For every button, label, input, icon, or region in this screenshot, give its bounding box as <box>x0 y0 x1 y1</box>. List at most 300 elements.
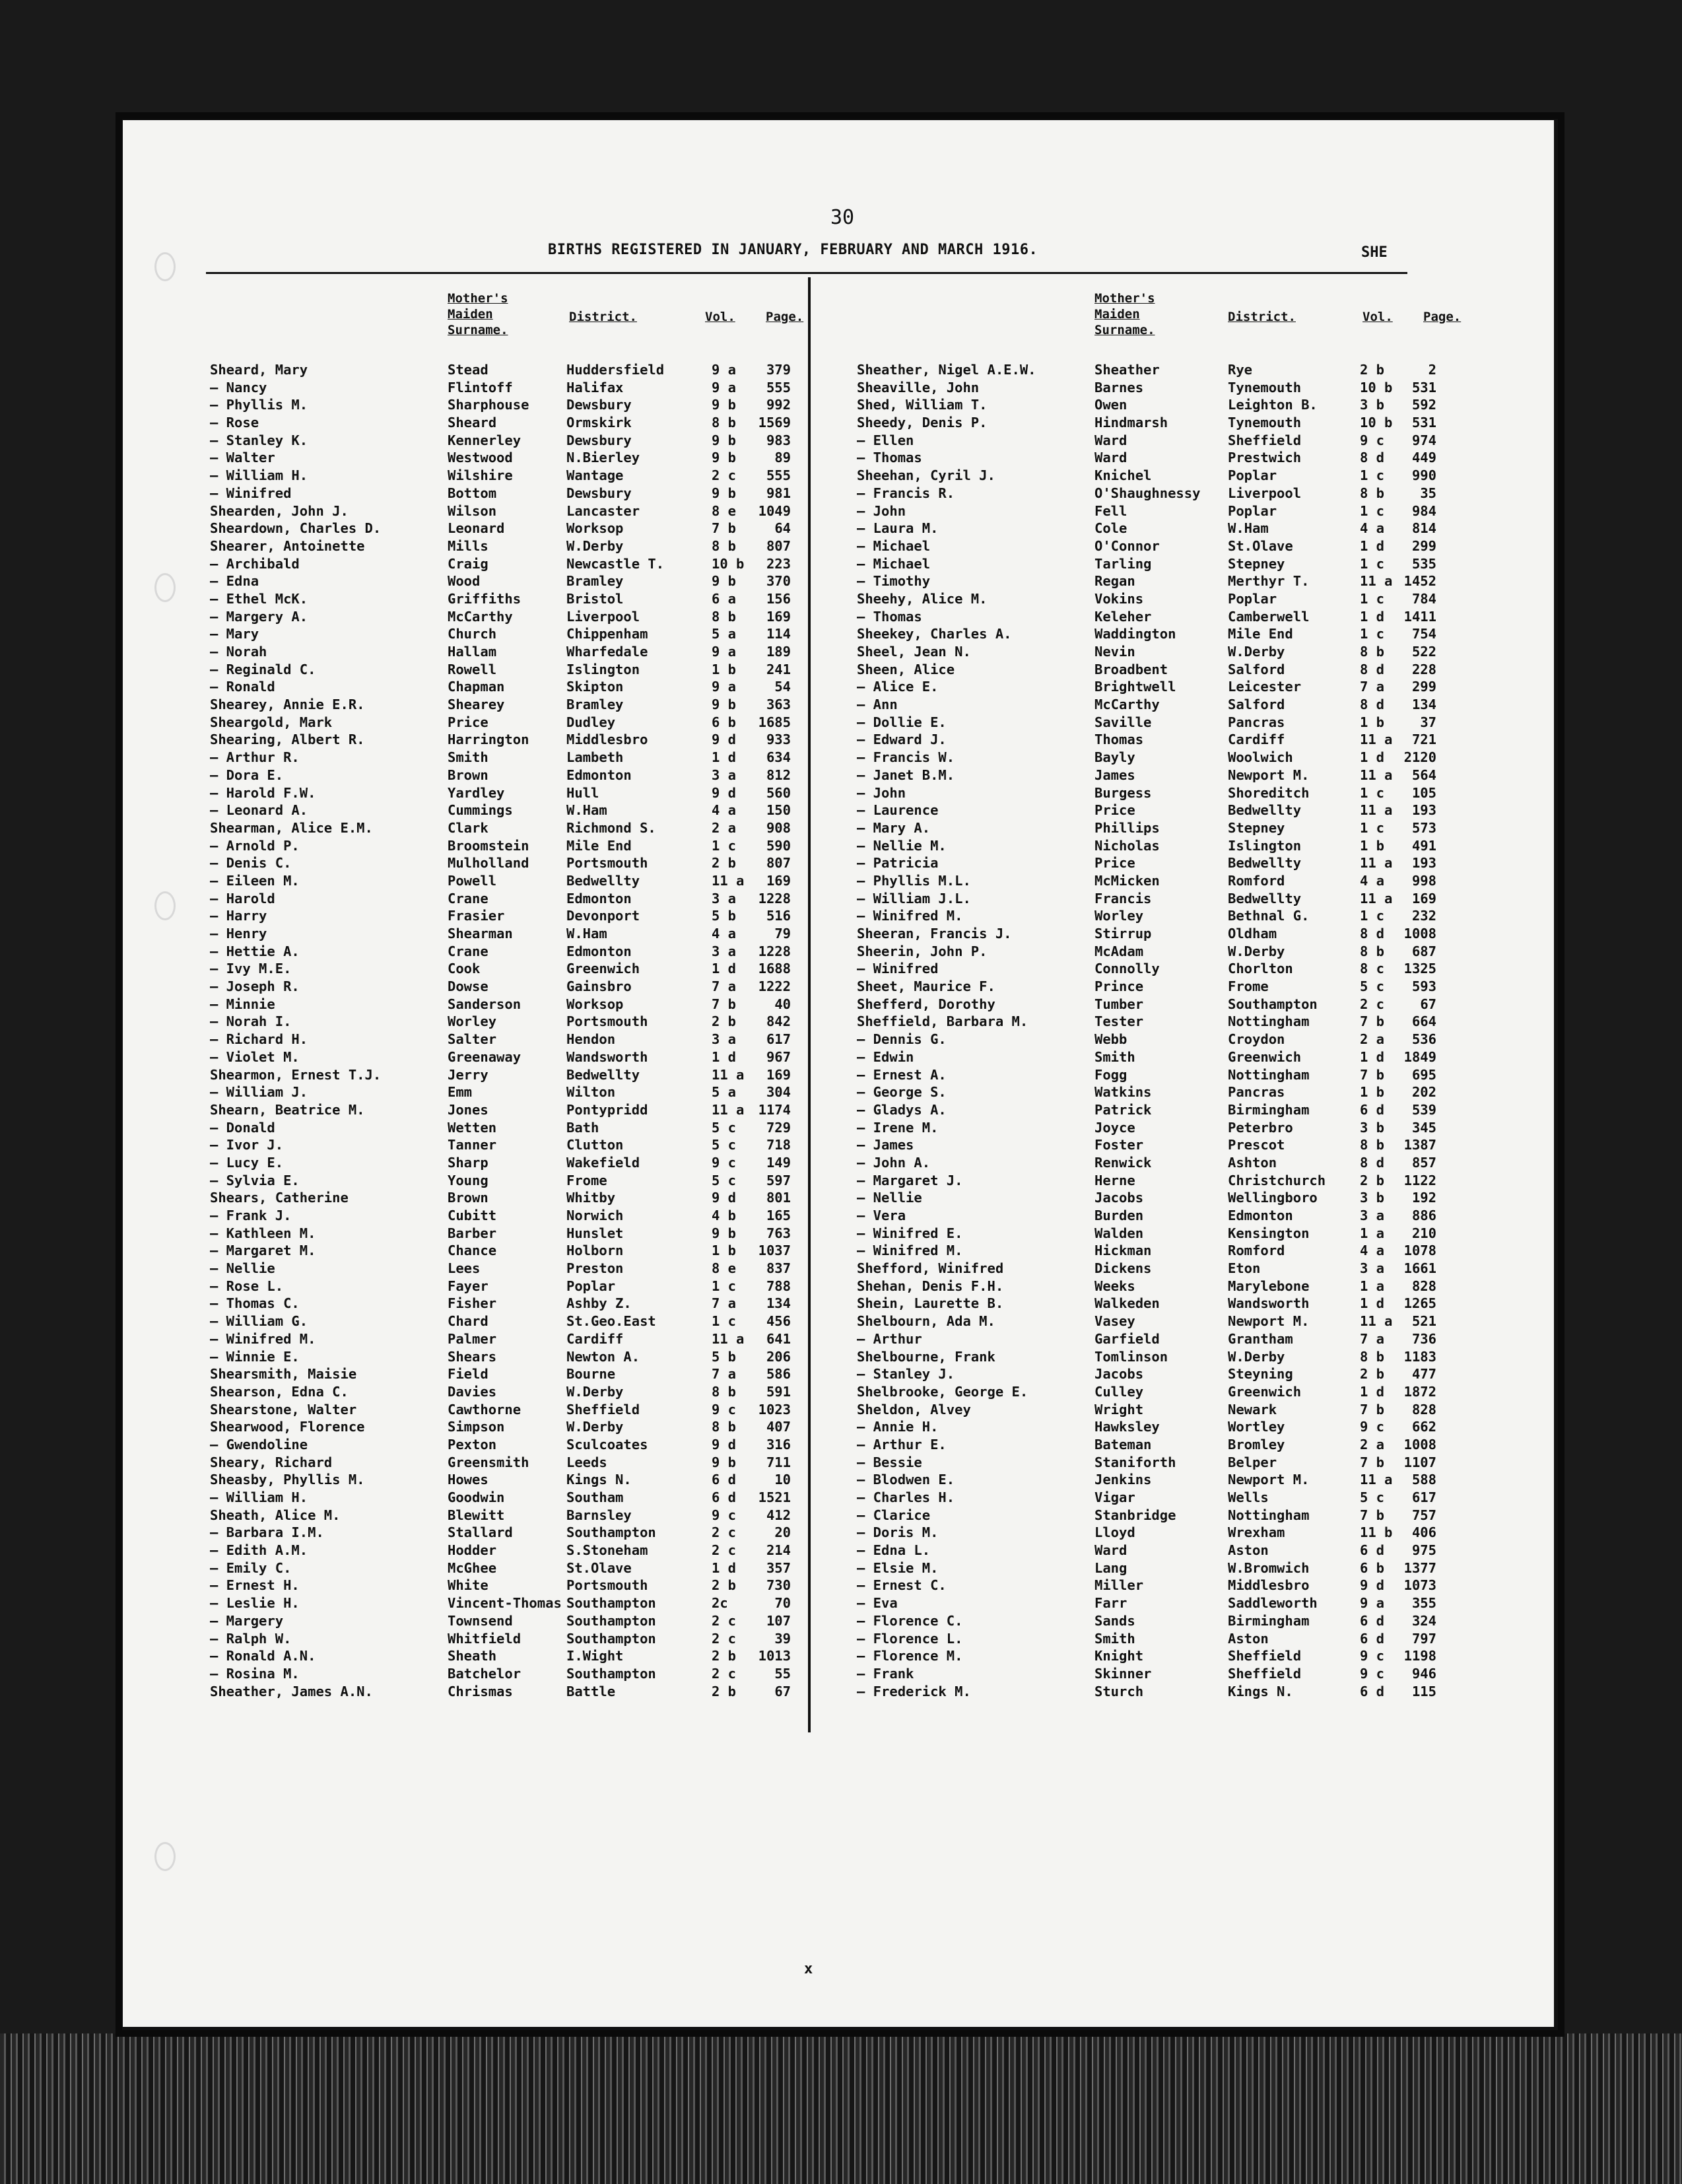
entry-page: 1013 <box>758 1648 791 1664</box>
entry-district: Middlesbro <box>566 732 648 748</box>
entry-mother: Clark <box>448 819 488 836</box>
entry-mother: Fayer <box>448 1278 488 1294</box>
entry-vol: 7 b <box>1360 1507 1385 1523</box>
entry-district: Bedwellty <box>1228 855 1302 871</box>
entry-row <box>210 891 804 908</box>
entry-page: 214 <box>766 1542 791 1559</box>
entry-page: 115 <box>1411 1683 1436 1699</box>
entry-district: Wells <box>1228 1489 1269 1505</box>
entry-name: — William J.L. <box>857 890 971 906</box>
entry-district: Saddleworth <box>1228 1595 1318 1612</box>
entry-name: Shearwood, Florence <box>210 1419 365 1435</box>
entry-row <box>857 1225 1451 1243</box>
entry-row <box>857 855 1451 873</box>
entry-row <box>210 626 804 644</box>
entry-page: 828 <box>1411 1401 1436 1417</box>
entry-name: — Dora E. <box>210 767 284 783</box>
entry-row <box>210 467 804 485</box>
entry-mother: Francis <box>1094 890 1152 906</box>
entry-row <box>210 749 804 767</box>
entry-name: — Joseph R. <box>210 978 300 995</box>
entry-vol: 3 a <box>1360 1208 1385 1223</box>
entry-mother: Hindmarsh <box>1094 415 1168 431</box>
entry-district: Poplar <box>566 1278 616 1294</box>
entry-page: 1198 <box>1403 1648 1436 1664</box>
entry-name: Sheasby, Phyllis M. <box>210 1472 365 1488</box>
entry-name: — Arthur E. <box>857 1436 947 1452</box>
entry-district: W.Derby <box>566 1419 624 1435</box>
entry-name: Sheath, Alice M. <box>210 1507 341 1523</box>
entry-district: Barnsley <box>566 1507 632 1523</box>
entry-district: Battle <box>566 1683 616 1699</box>
entry-page: 886 <box>1411 1208 1436 1223</box>
entry-row <box>857 1684 1451 1701</box>
entry-name: — Denis C. <box>210 855 292 871</box>
entry-mother: Chrismas <box>448 1683 513 1699</box>
entry-page: 721 <box>1411 732 1436 748</box>
entry-row <box>857 697 1451 714</box>
entry-page: 156 <box>766 590 791 607</box>
entry-row <box>857 1648 1451 1666</box>
entry-row <box>210 1155 804 1173</box>
entry-page: 114 <box>766 626 791 642</box>
entry-district: Aston <box>1228 1542 1269 1559</box>
entry-row <box>857 1437 1451 1454</box>
entry-row <box>857 802 1451 820</box>
entry-name: — Archibald <box>210 555 300 572</box>
entry-page: 169 <box>766 1066 791 1083</box>
entry-mother: Crane <box>448 943 488 959</box>
entry-mother: Tester <box>1094 1013 1144 1030</box>
entry-page: 169 <box>766 872 791 889</box>
entry-vol: 8 b <box>712 537 737 554</box>
entry-page: 641 <box>766 1330 791 1347</box>
entry-vol: 9 b <box>712 697 737 713</box>
entry-name: — Thomas C. <box>210 1295 300 1312</box>
entry-mother: Hickman <box>1094 1243 1152 1259</box>
entry-name: Shelbourne, Frank <box>857 1348 995 1365</box>
entry-mother: Burden <box>1094 1208 1144 1223</box>
entry-name: — Donald <box>210 1119 275 1136</box>
entry-vol: 3 a <box>1360 1260 1385 1277</box>
entry-row <box>210 1173 804 1190</box>
entry-page: 206 <box>766 1348 791 1365</box>
entry-page: 1387 <box>1403 1137 1436 1153</box>
entry-name: — Florence L. <box>857 1630 963 1647</box>
entry-district: Dewsbury <box>566 485 632 501</box>
entry-row <box>857 1120 1451 1138</box>
entry-district: Huddersfield <box>566 362 665 378</box>
entry-name: — Laurence <box>857 802 939 819</box>
entry-row <box>857 397 1451 415</box>
entry-vol: 1 d <box>1360 749 1385 766</box>
entry-vol: 8 b <box>712 1419 737 1435</box>
entry-row <box>210 1384 804 1402</box>
entry-vol: 9 c <box>712 1401 737 1417</box>
entry-vol: 2 c <box>712 467 737 484</box>
entry-vol: 1 c <box>1360 819 1385 836</box>
entry-mother: Skinner <box>1094 1665 1152 1682</box>
entry-row <box>210 1313 804 1331</box>
entry-page: 975 <box>1411 1542 1436 1559</box>
entry-row <box>857 1366 1451 1384</box>
entry-row <box>857 415 1451 432</box>
entry-name: — Norah I. <box>210 1013 292 1030</box>
column-divider <box>808 277 811 1732</box>
entry-vol: 5 a <box>712 626 737 642</box>
entry-name: — Ann <box>857 697 898 713</box>
entry-page: 801 <box>766 1190 791 1206</box>
entry-district: Edmonton <box>566 943 632 959</box>
entry-row <box>210 1013 804 1031</box>
entry-page: 1107 <box>1403 1454 1436 1470</box>
entry-vol: 4 a <box>712 802 737 819</box>
entry-vol: 8 b <box>1360 943 1385 959</box>
entry-vol: 1 c <box>1360 590 1385 607</box>
entry-page: 299 <box>1411 537 1436 554</box>
entry-page: 573 <box>1411 819 1436 836</box>
entry-mother: Flintoff <box>448 379 513 395</box>
entry-vol: 11 a <box>1360 890 1393 906</box>
entry-mother: Worley <box>1094 908 1144 924</box>
entry-mother: Mills <box>448 537 488 554</box>
entry-row <box>857 1260 1451 1278</box>
entry-page: 379 <box>766 362 791 378</box>
entry-mother: Walkeden <box>1094 1295 1160 1312</box>
entry-vol: 6 d <box>1360 1683 1385 1699</box>
entry-vol: 1 b <box>1360 837 1385 854</box>
entry-district: Southampton <box>566 1612 656 1629</box>
entry-name: — John <box>857 784 906 801</box>
entry-mother: Frasier <box>448 908 505 924</box>
entry-page: 531 <box>1411 379 1436 395</box>
entry-row <box>857 1243 1451 1260</box>
index-code: SHE <box>1361 244 1388 261</box>
entry-vol: 4 a <box>1360 1243 1385 1259</box>
entry-row <box>210 996 804 1014</box>
entry-row <box>857 1507 1451 1525</box>
entry-vol: 8 b <box>712 608 737 625</box>
entry-district: Hull <box>566 784 599 801</box>
entry-page: 1228 <box>758 943 791 959</box>
entry-name: — Rosina M. <box>210 1665 300 1682</box>
entry-page: 449 <box>1411 450 1436 466</box>
entry-name: — Florence M. <box>857 1648 963 1664</box>
entry-district: Merthyr T. <box>1228 573 1310 590</box>
entry-page: 555 <box>766 379 791 395</box>
entry-vol: 11 a <box>712 1330 745 1347</box>
entry-vol: 1 c <box>1360 626 1385 642</box>
entry-page: 695 <box>1411 1066 1436 1083</box>
entry-row <box>857 380 1451 397</box>
entry-vol: 1 d <box>1360 537 1385 554</box>
entry-vol: 2 b <box>1360 1366 1385 1382</box>
entry-row <box>210 978 804 996</box>
entry-name: — Harold <box>210 890 275 906</box>
entry-row <box>857 1489 1451 1507</box>
entry-mother: Price <box>448 714 488 730</box>
entry-mother: Brown <box>448 1190 488 1206</box>
entry-district: Sculcoates <box>566 1436 648 1452</box>
entry-page: 412 <box>766 1507 791 1523</box>
entry-district: Nottingham <box>1228 1013 1310 1030</box>
entry-row <box>210 1067 804 1085</box>
entry-mother: White <box>448 1577 488 1594</box>
entry-name: — John A. <box>857 1154 931 1171</box>
entry-name: — Winifred M. <box>210 1330 316 1347</box>
entry-page: 10 <box>774 1472 791 1488</box>
entry-vol: 8 c <box>1360 961 1385 977</box>
entry-name: — Edna <box>210 573 259 590</box>
entry-vol: 2 c <box>712 1524 737 1541</box>
page-title: BIRTHS REGISTERED IN JANUARY, FEBRUARY AND MARCH 1916. <box>548 242 1038 258</box>
entry-mother: Webb <box>1094 1031 1127 1048</box>
entry-vol: 7 b <box>1360 1401 1385 1417</box>
entry-vol: 5 b <box>712 908 737 924</box>
entry-row <box>210 644 804 662</box>
entry-page: 1685 <box>758 714 791 730</box>
entry-district: Prescot <box>1228 1137 1285 1153</box>
entry-row <box>857 662 1451 679</box>
entry-district: Holborn <box>566 1243 624 1259</box>
entry-row <box>210 1454 804 1472</box>
entry-page: 37 <box>1420 714 1436 730</box>
entry-page: 1008 <box>1403 926 1436 941</box>
entry-row <box>210 1595 804 1613</box>
entry-row <box>857 1102 1451 1120</box>
entry-mother: Miller <box>1094 1577 1144 1594</box>
entry-name: — Stanley K. <box>210 432 308 448</box>
entry-mother: Bayly <box>1094 749 1135 766</box>
entry-row <box>857 1208 1451 1225</box>
entry-vol: 4 a <box>1360 520 1385 537</box>
scan-noise-border <box>0 2033 1682 2184</box>
entry-page: 64 <box>774 520 791 537</box>
entry-mother: Greensmith <box>448 1454 529 1470</box>
entry-mother: Sheather <box>1094 362 1160 378</box>
entry-page: 754 <box>1411 626 1436 642</box>
entry-mother: Howes <box>448 1472 488 1488</box>
right-header-district: District. <box>1228 310 1296 324</box>
entry-page: 535 <box>1411 555 1436 572</box>
entry-district: Dewsbury <box>566 397 632 413</box>
entry-vol: 9 c <box>712 1507 737 1523</box>
entry-vol: 2 b <box>712 1577 737 1594</box>
entry-name: — Edna L. <box>857 1542 931 1559</box>
entry-district: Leicester <box>1228 679 1302 695</box>
entry-mother: Thomas <box>1094 732 1144 748</box>
entry-page: 39 <box>774 1630 791 1647</box>
entry-vol: 6 d <box>712 1489 737 1505</box>
entry-vol: 8 d <box>1360 661 1385 677</box>
entry-district: Poplar <box>1228 467 1277 484</box>
entry-row <box>857 1155 1451 1173</box>
entry-mother: Worley <box>448 1013 497 1030</box>
entry-page: 981 <box>766 485 791 501</box>
entry-page: 946 <box>1411 1665 1436 1682</box>
entry-vol: 9 a <box>712 379 737 395</box>
entry-mother: Sturch <box>1094 1683 1144 1699</box>
entry-name: Sheargold, Mark <box>210 714 333 730</box>
entry-mother: Young <box>448 1172 488 1188</box>
entry-district: W.Derby <box>566 1383 624 1400</box>
entry-district: Birmingham <box>1228 1612 1310 1629</box>
entry-district: N.Bierley <box>566 450 640 466</box>
entry-district: W.Ham <box>1228 520 1269 537</box>
entry-page: 193 <box>1411 802 1436 819</box>
entry-mother: Price <box>1094 802 1135 819</box>
entry-row <box>210 485 804 503</box>
entry-vol: 1 c <box>1360 467 1385 484</box>
entry-name: — Gwendoline <box>210 1436 308 1452</box>
entry-page: 202 <box>1411 1084 1436 1101</box>
entry-page: 241 <box>766 661 791 677</box>
entry-page: 807 <box>766 855 791 871</box>
entry-name: — Nancy <box>210 379 267 395</box>
entry-page: 150 <box>766 802 791 819</box>
entry-vol: 11 a <box>712 1066 745 1083</box>
entry-name: — William H. <box>210 467 308 484</box>
entry-row <box>210 1472 804 1489</box>
entry-name: — Dollie E. <box>857 714 947 730</box>
entry-page: 837 <box>766 1260 791 1277</box>
entry-name: — Kathleen M. <box>210 1225 316 1241</box>
entry-district: Bromley <box>1228 1436 1285 1452</box>
entry-row <box>857 732 1451 749</box>
entry-name: — Emily C. <box>210 1559 292 1576</box>
entry-page: 983 <box>766 432 791 448</box>
entry-row <box>857 767 1451 785</box>
entry-name: — Timothy <box>857 573 931 590</box>
entry-district: Oldham <box>1228 926 1277 941</box>
entry-row <box>210 520 804 538</box>
entry-district: Hunslet <box>566 1225 624 1241</box>
entry-district: Tynemouth <box>1228 379 1302 395</box>
entry-page: 1377 <box>1403 1559 1436 1576</box>
entry-district: Sheffield <box>1228 1665 1302 1682</box>
entry-district: W.Derby <box>566 537 624 554</box>
entry-name: — Leonard A. <box>210 802 308 819</box>
entry-name: Sheet, Maurice F. <box>857 978 995 995</box>
entry-name: Shearmon, Ernest T.J. <box>210 1066 382 1083</box>
entry-mother: McGhee <box>448 1559 497 1576</box>
entry-vol: 9 d <box>712 1436 737 1452</box>
entry-name: — Winnie E. <box>210 1348 300 1365</box>
entry-vol: 7 a <box>1360 679 1385 695</box>
entry-page: 477 <box>1411 1366 1436 1382</box>
entry-name: — Hettie A. <box>210 943 300 959</box>
entry-name: — Alice E. <box>857 679 939 695</box>
entry-row <box>210 1577 804 1595</box>
entry-vol: 2 b <box>712 1013 737 1030</box>
entry-mother: Shearey <box>448 697 505 713</box>
entry-name: — Margaret J. <box>857 1172 963 1188</box>
entry-district: W.Derby <box>1228 1348 1285 1365</box>
entry-name: Sheffield, Barbara M. <box>857 1013 1028 1030</box>
entry-vol: 6 d <box>1360 1542 1385 1559</box>
entry-district: Birmingham <box>1228 1101 1310 1118</box>
entry-page: 564 <box>1411 767 1436 783</box>
entry-mother: Cole <box>1094 520 1127 537</box>
entry-district: Leeds <box>566 1454 607 1470</box>
entry-mother: Barber <box>448 1225 497 1241</box>
entry-vol: 2 b <box>712 1683 737 1699</box>
entry-name: — Mary <box>210 626 259 642</box>
entry-mother: McCarthy <box>448 608 513 625</box>
entry-district: Bramley <box>566 697 624 713</box>
entry-name: Shefferd, Dorothy <box>857 996 995 1012</box>
entry-row <box>857 362 1451 380</box>
entry-mother: Broomstein <box>448 837 529 854</box>
entry-district: Nottingham <box>1228 1066 1310 1083</box>
entry-mother: Smith <box>1094 1048 1135 1065</box>
entry-name: Sheardown, Charles D. <box>210 520 382 537</box>
entry-page: 729 <box>766 1119 791 1136</box>
entry-page: 807 <box>766 537 791 554</box>
entry-vol: 11 a <box>712 1101 745 1118</box>
entry-vol: 2 c <box>712 1630 737 1647</box>
entry-district: Bedwellty <box>566 872 640 889</box>
entry-district: Tynemouth <box>1228 415 1302 431</box>
entry-vol: 2 c <box>712 1665 737 1682</box>
entry-name: Sheekey, Charles A. <box>857 626 1012 642</box>
entry-row <box>857 1313 1451 1331</box>
entry-page: 664 <box>1411 1013 1436 1030</box>
entry-district: Lambeth <box>566 749 624 766</box>
entry-district: Bramley <box>566 573 624 590</box>
entry-mother: Jerry <box>448 1066 488 1083</box>
entry-page: 232 <box>1411 908 1436 924</box>
entry-name: — Nellie <box>210 1260 275 1277</box>
entry-district: St.Olave <box>566 1559 632 1576</box>
entry-row <box>210 697 804 714</box>
entry-page: 763 <box>766 1225 791 1241</box>
entry-district: Wandsworth <box>1228 1295 1310 1312</box>
entry-vol: 10 b <box>712 555 745 572</box>
entry-page: 718 <box>766 1137 791 1153</box>
entry-row <box>210 679 804 697</box>
entry-row <box>210 1049 804 1067</box>
entry-row <box>210 820 804 838</box>
entry-row <box>857 749 1451 767</box>
entry-name: — Blodwen E. <box>857 1472 955 1488</box>
entry-district: Gainsbro <box>566 978 632 995</box>
entry-page: 1073 <box>1403 1577 1436 1594</box>
entry-page: 491 <box>1411 837 1436 854</box>
entry-district: Islington <box>566 661 640 677</box>
entry-mother: Wood <box>448 573 481 590</box>
entry-name: — Frank J. <box>210 1208 292 1223</box>
entry-mother: Barnes <box>1094 379 1144 395</box>
entry-district: Frome <box>1228 978 1269 995</box>
entry-row <box>857 1577 1451 1595</box>
entry-mother: James <box>1094 767 1135 783</box>
entry-row <box>210 1648 804 1666</box>
entry-name: — Sylvia E. <box>210 1172 300 1188</box>
entry-name: Shein, Laurette B. <box>857 1295 1004 1312</box>
entry-row <box>210 802 804 820</box>
entry-mother: Field <box>448 1366 488 1382</box>
entry-row <box>857 1419 1451 1437</box>
entry-page: 560 <box>766 784 791 801</box>
entry-vol: 1 d <box>1360 1383 1385 1400</box>
entry-district: Bourne <box>566 1366 616 1382</box>
entry-row <box>857 503 1451 521</box>
entry-name: — Richard H. <box>210 1031 308 1048</box>
entry-district: Newport M. <box>1228 1313 1310 1330</box>
entry-name: — John <box>857 502 906 519</box>
entry-district: Lancaster <box>566 502 640 519</box>
